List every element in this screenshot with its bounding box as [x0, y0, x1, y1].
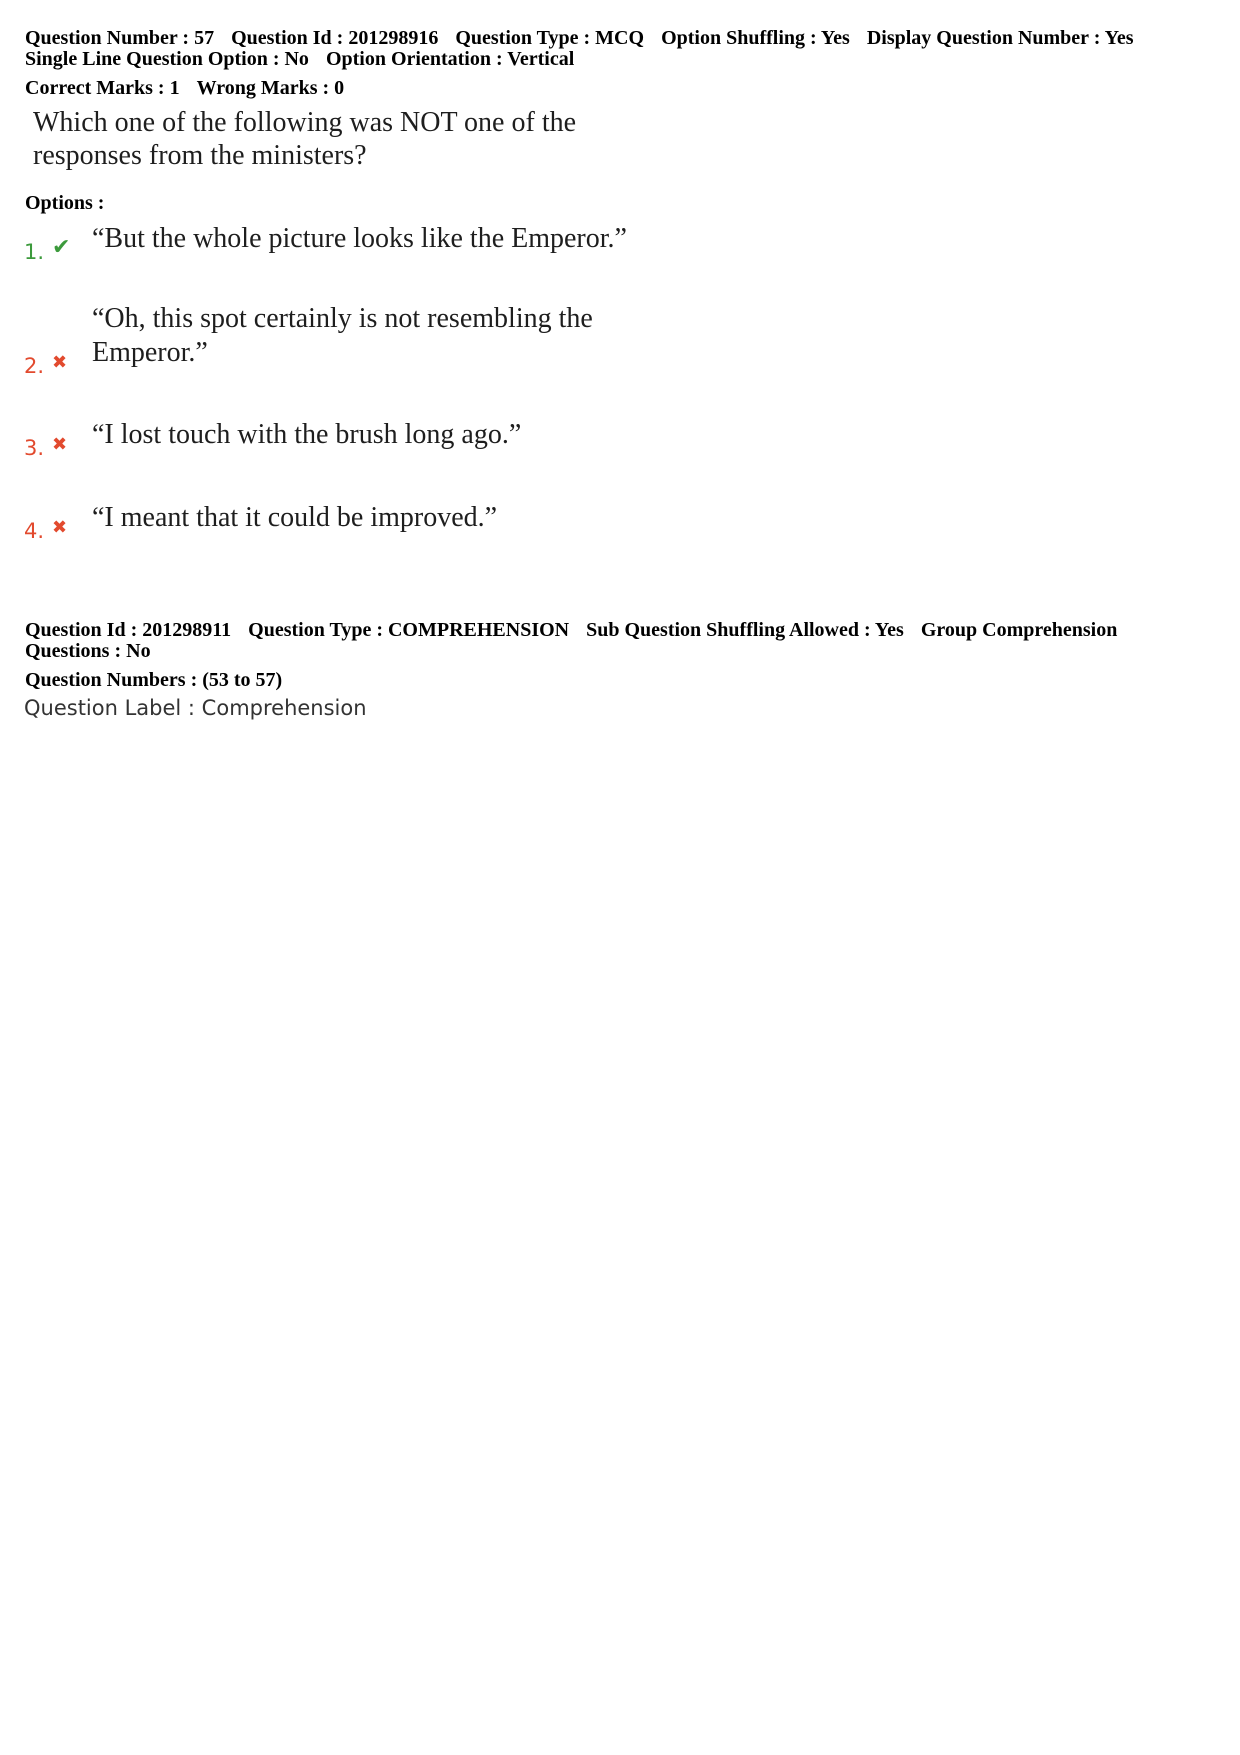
sub-question-shuffling: Sub Question Shuffling Allowed : Yes: [586, 619, 904, 641]
comprehension-meta-line-2: Questions : No: [25, 640, 151, 662]
group-comprehension: Group Comprehension: [920, 619, 1118, 641]
option-text-line-1: “Oh, this spot certainly is not resembling the: [92, 303, 593, 334]
question-meta-line-2: [25, 49, 574, 69]
option-number: 1.: [24, 240, 45, 264]
question-text-line-1: Which one of the following was NOT one of the: [33, 107, 577, 138]
option-number: 3.: [24, 436, 45, 460]
cross-icon: ✖: [52, 517, 68, 538]
option-orientation: Option Orientation : Vertical: [325, 48, 575, 70]
wrong-marks: Wrong Marks : 0: [196, 77, 345, 99]
comprehension-meta-line-1: [25, 620, 1117, 640]
comprehension-question-type: Question Type : COMPREHENSION: [248, 619, 570, 641]
option-number: 2.: [24, 354, 45, 378]
question-text: [33, 106, 576, 172]
correct-marks: Correct Marks : 1: [25, 77, 180, 99]
options-label: Options :: [25, 192, 105, 214]
option-text: “I meant that it could be improved.”: [92, 502, 498, 533]
cross-icon: ✖: [52, 434, 68, 455]
question-number: Question Number : 57: [25, 27, 215, 49]
question-id: Question Id : 201298916: [231, 27, 439, 49]
option-text-line-2: Emperor.”: [92, 337, 208, 368]
cross-icon: ✖: [52, 352, 68, 373]
option-number: 4.: [24, 519, 45, 543]
question-numbers: Question Numbers : (53 to 57): [25, 669, 283, 691]
question-label: Question Label : Comprehension: [24, 696, 367, 720]
display-question-number: Display Question Number : Yes: [866, 27, 1134, 49]
comprehension-question-id: Question Id : 201298911: [25, 619, 232, 641]
check-icon: ✔: [52, 235, 71, 260]
single-line-option: Single Line Question Option : No: [25, 48, 309, 70]
option-text: “I lost touch with the brush long ago.”: [92, 419, 522, 450]
question-meta-line-1: [25, 28, 1134, 48]
question-text-line-2: responses from the ministers?: [33, 140, 367, 171]
option-shuffling: Option Shuffling : Yes: [661, 27, 850, 49]
marks-line: [25, 78, 344, 98]
question-type: Question Type : MCQ: [455, 27, 645, 49]
option-text: “But the whole picture looks like the Emperor.”: [92, 223, 627, 254]
